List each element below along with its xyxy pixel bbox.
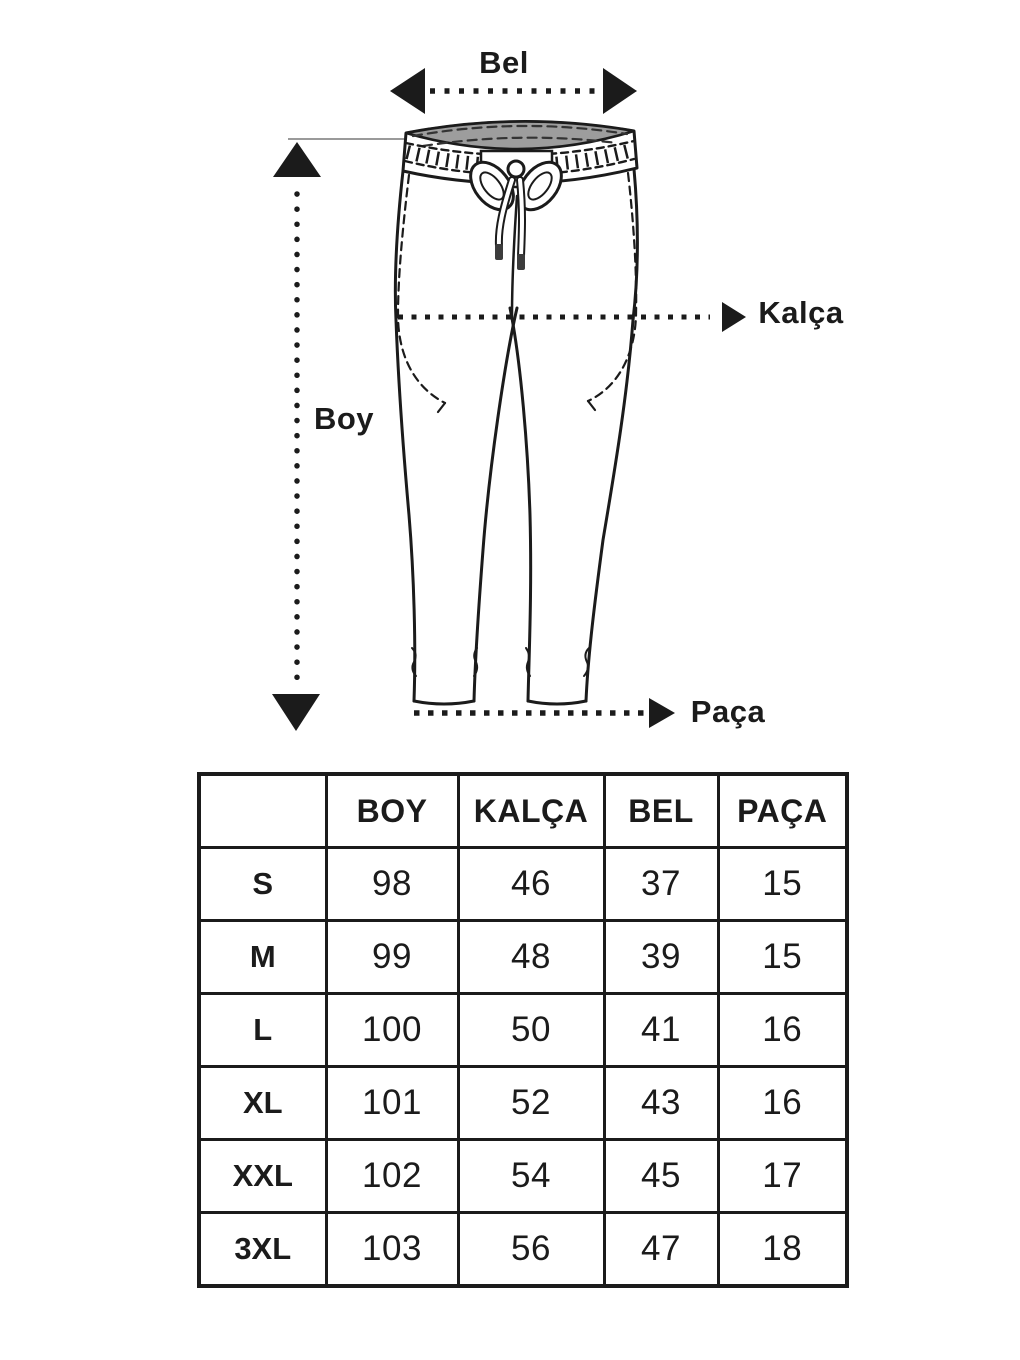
- value-cell: 46: [458, 848, 604, 921]
- header-bel-cell: BEL: [604, 774, 718, 848]
- table-row: [199, 1067, 847, 1140]
- value-cell: 41: [604, 994, 718, 1067]
- header-kalca-cell: KALÇA: [458, 774, 604, 848]
- bel-arrow-right-icon: [603, 68, 637, 114]
- pants-sketch: [395, 121, 637, 704]
- size-cell: M: [199, 921, 326, 994]
- size-cell: 3XL: [199, 1213, 326, 1287]
- kalca-label: Kalça: [758, 295, 844, 330]
- boy-arrow-down-icon: [272, 694, 320, 731]
- size-cell: XL: [199, 1067, 326, 1140]
- bel-arrow-left-icon: [390, 68, 425, 114]
- size-cell: L: [199, 994, 326, 1067]
- header-boy-cell: BOY: [326, 774, 458, 848]
- value-cell: 52: [458, 1067, 604, 1140]
- size-table: [197, 772, 849, 1288]
- table-row: [199, 848, 847, 921]
- aglet-left: [495, 244, 503, 260]
- header-empty-cell: [199, 774, 326, 848]
- paca-arrow-icon: [649, 698, 675, 728]
- value-cell: 48: [458, 921, 604, 994]
- value-cell: 15: [718, 848, 847, 921]
- table-row: [199, 1213, 847, 1287]
- kalca-measure-line: [398, 302, 746, 332]
- kalca-arrow-icon: [722, 302, 746, 332]
- right-hem: [528, 701, 586, 704]
- value-cell: 101: [326, 1067, 458, 1140]
- value-cell: 17: [718, 1140, 847, 1213]
- bow-knot: [508, 161, 524, 177]
- value-cell: 39: [604, 921, 718, 994]
- value-cell: 47: [604, 1213, 718, 1287]
- value-cell: 16: [718, 994, 847, 1067]
- value-cell: 99: [326, 921, 458, 994]
- left-hem: [414, 701, 474, 704]
- value-cell: 45: [604, 1140, 718, 1213]
- center-front-seam: [512, 196, 517, 316]
- value-cell: 43: [604, 1067, 718, 1140]
- table-row: [199, 921, 847, 994]
- value-cell: 100: [326, 994, 458, 1067]
- value-cell: 54: [458, 1140, 604, 1213]
- paca-label: Paça: [690, 694, 766, 729]
- value-cell: 56: [458, 1213, 604, 1287]
- boy-label: Boy: [313, 401, 375, 436]
- value-cell: 98: [326, 848, 458, 921]
- value-cell: 15: [718, 921, 847, 994]
- value-cell: 18: [718, 1213, 847, 1287]
- size-cell: S: [199, 848, 326, 921]
- size-table-header-row: [199, 774, 847, 848]
- value-cell: 50: [458, 994, 604, 1067]
- header-paca-cell: PAÇA: [718, 774, 847, 848]
- table-row: [199, 1140, 847, 1213]
- value-cell: 103: [326, 1213, 458, 1287]
- aglet-right: [517, 254, 525, 270]
- table-row: [199, 994, 847, 1067]
- boy-arrow-up-icon: [273, 142, 321, 177]
- ankle-wrinkles: [412, 648, 589, 676]
- bel-label: Bel: [479, 45, 529, 80]
- value-cell: 16: [718, 1067, 847, 1140]
- value-cell: 102: [326, 1140, 458, 1213]
- pants-legs: [395, 169, 637, 704]
- value-cell: 37: [604, 848, 718, 921]
- size-cell: XXL: [199, 1140, 326, 1213]
